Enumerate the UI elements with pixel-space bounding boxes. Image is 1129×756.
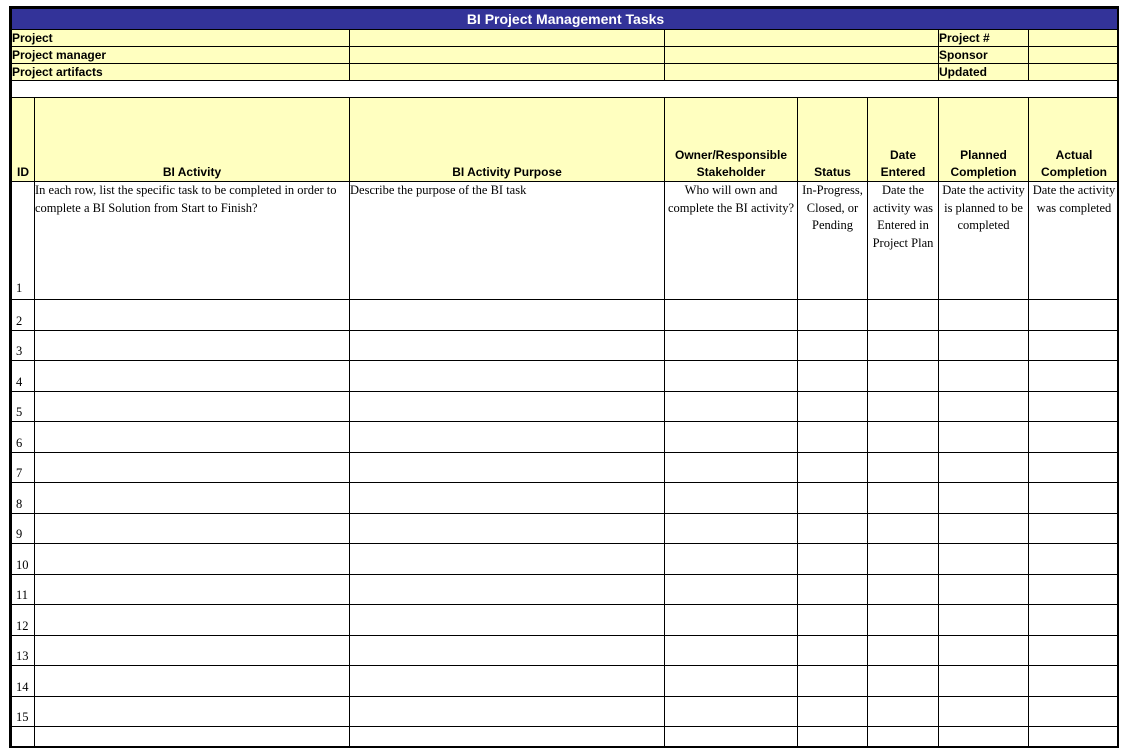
purpose-cell[interactable]: [350, 513, 665, 544]
date-entered-cell[interactable]: [868, 452, 939, 483]
status-cell[interactable]: [798, 666, 868, 697]
table-row: [12, 391, 1120, 422]
project-artifacts-extra-cell[interactable]: [665, 64, 939, 81]
task-rows: [12, 300, 1120, 749]
status-cell[interactable]: [798, 635, 868, 666]
owner-cell[interactable]: [665, 696, 798, 727]
table-row: [12, 422, 1120, 453]
row-id: 5: [12, 391, 35, 422]
status-cell[interactable]: [798, 391, 868, 422]
table-row: [12, 361, 1120, 392]
row-id: 3: [12, 330, 35, 361]
date-entered-cell[interactable]: [868, 544, 939, 575]
owner-cell[interactable]: [665, 666, 798, 697]
activity-cell[interactable]: [35, 483, 350, 514]
purpose-cell[interactable]: [350, 727, 665, 749]
planned-cell[interactable]: [939, 696, 1029, 727]
status-cell[interactable]: [798, 513, 868, 544]
actual-cell[interactable]: [1029, 727, 1120, 749]
project-artifacts-value-cell[interactable]: [350, 64, 665, 81]
date-entered-cell[interactable]: [868, 605, 939, 636]
purpose-cell[interactable]: [350, 696, 665, 727]
spreadsheet: [9, 6, 1119, 748]
date-entered-cell[interactable]: [868, 635, 939, 666]
actual-cell[interactable]: [1029, 422, 1120, 453]
date-entered-cell[interactable]: [868, 513, 939, 544]
sponsor-label: Sponsor: [939, 47, 1029, 64]
header-id: ID: [12, 98, 35, 182]
activity-cell[interactable]: [35, 391, 350, 422]
status-cell[interactable]: [798, 605, 868, 636]
status-cell[interactable]: [798, 574, 868, 605]
actual-cell[interactable]: [1029, 330, 1120, 361]
table-row: [12, 635, 1120, 666]
header-purpose: BI Activity Purpose: [350, 98, 665, 182]
planned-cell[interactable]: [939, 513, 1029, 544]
status-cell[interactable]: [798, 422, 868, 453]
date-entered-cell[interactable]: [868, 391, 939, 422]
tasks-table: [11, 8, 1119, 748]
date-entered-cell[interactable]: [868, 422, 939, 453]
table-row: [12, 452, 1120, 483]
header-owner: Owner/Responsible Stakeholder: [665, 98, 798, 182]
owner-cell[interactable]: [665, 452, 798, 483]
purpose-cell[interactable]: [350, 330, 665, 361]
sponsor-value-cell[interactable]: [1029, 47, 1120, 64]
row-id: 8: [12, 483, 35, 514]
instruction-row: [12, 182, 1120, 300]
row-id: [12, 727, 35, 749]
actual-cell[interactable]: [1029, 666, 1120, 697]
status-cell[interactable]: [798, 330, 868, 361]
owner-cell[interactable]: [665, 483, 798, 514]
actual-instruction[interactable]: Date the activity was completed: [1029, 182, 1120, 300]
planned-cell[interactable]: [939, 361, 1029, 392]
date-entered-cell[interactable]: [868, 574, 939, 605]
owner-cell[interactable]: [665, 422, 798, 453]
purpose-cell[interactable]: [350, 422, 665, 453]
planned-cell[interactable]: [939, 452, 1029, 483]
purpose-cell[interactable]: [350, 666, 665, 697]
updated-value-cell[interactable]: [1029, 64, 1120, 81]
actual-cell[interactable]: [1029, 635, 1120, 666]
activity-cell[interactable]: [35, 574, 350, 605]
owner-cell[interactable]: [665, 300, 798, 331]
purpose-instruction[interactable]: Describe the purpose of the BI task: [350, 182, 665, 300]
table-row: [12, 483, 1120, 514]
activity-cell[interactable]: [35, 605, 350, 636]
status-cell[interactable]: [798, 483, 868, 514]
row-id: 7: [12, 452, 35, 483]
status-cell[interactable]: [798, 361, 868, 392]
planned-cell[interactable]: [939, 666, 1029, 697]
activity-cell[interactable]: [35, 666, 350, 697]
project-manager-extra-cell[interactable]: [665, 47, 939, 64]
status-cell[interactable]: [798, 300, 868, 331]
planned-cell[interactable]: [939, 422, 1029, 453]
project-manager-label: Project manager: [12, 47, 350, 64]
project-number-label: Project #: [939, 30, 1029, 47]
date-entered-cell[interactable]: [868, 361, 939, 392]
owner-cell[interactable]: [665, 727, 798, 749]
owner-cell[interactable]: [665, 605, 798, 636]
row-id: 11: [12, 574, 35, 605]
actual-cell[interactable]: [1029, 574, 1120, 605]
activity-instruction[interactable]: In each row, list the specific task to be completed in order to complete a BI Solution from Start to Finish?: [35, 182, 350, 300]
activity-cell[interactable]: [35, 330, 350, 361]
purpose-cell[interactable]: [350, 605, 665, 636]
sheet-title: BI Project Management Tasks: [12, 9, 1120, 30]
table-row: [12, 727, 1120, 749]
actual-cell[interactable]: [1029, 483, 1120, 514]
status-instruction[interactable]: In-Progress, Closed, or Pending: [798, 182, 868, 300]
updated-label: Updated: [939, 64, 1029, 81]
purpose-cell[interactable]: [350, 452, 665, 483]
planned-cell[interactable]: [939, 391, 1029, 422]
row-id: 14: [12, 666, 35, 697]
activity-cell[interactable]: [35, 422, 350, 453]
planned-cell[interactable]: [939, 635, 1029, 666]
project-manager-value-cell[interactable]: [350, 47, 665, 64]
actual-cell[interactable]: [1029, 300, 1120, 331]
table-row: [12, 574, 1120, 605]
row-id: 13: [12, 635, 35, 666]
status-cell[interactable]: [798, 452, 868, 483]
date-entered-cell[interactable]: [868, 727, 939, 749]
actual-cell[interactable]: [1029, 452, 1120, 483]
spacer-row: [12, 81, 1120, 98]
purpose-cell[interactable]: [350, 544, 665, 575]
activity-cell[interactable]: [35, 513, 350, 544]
status-cell[interactable]: [798, 544, 868, 575]
activity-cell[interactable]: [35, 300, 350, 331]
planned-cell[interactable]: [939, 544, 1029, 575]
planned-cell[interactable]: [939, 574, 1029, 605]
date-entered-cell[interactable]: [868, 483, 939, 514]
planned-cell[interactable]: [939, 727, 1029, 749]
date-entered-cell[interactable]: [868, 330, 939, 361]
row-id: 2: [12, 300, 35, 331]
row-id: 4: [12, 361, 35, 392]
owner-instruction[interactable]: Who will own and complete the BI activity?: [665, 182, 798, 300]
header-planned-completion: Planned Completion: [939, 98, 1029, 182]
row-id: 10: [12, 544, 35, 575]
header-activity: BI Activity: [35, 98, 350, 182]
purpose-cell[interactable]: [350, 574, 665, 605]
project-label: Project: [12, 30, 350, 47]
activity-cell[interactable]: [35, 361, 350, 392]
actual-cell[interactable]: [1029, 391, 1120, 422]
table-row: [12, 330, 1120, 361]
header-status: Status: [798, 98, 868, 182]
activity-cell[interactable]: [35, 727, 350, 749]
purpose-cell[interactable]: [350, 300, 665, 331]
row-id: 15: [12, 696, 35, 727]
owner-cell[interactable]: [665, 513, 798, 544]
table-row: [12, 513, 1120, 544]
planned-cell[interactable]: [939, 300, 1029, 331]
activity-cell[interactable]: [35, 696, 350, 727]
row-id: 9: [12, 513, 35, 544]
owner-cell[interactable]: [665, 544, 798, 575]
owner-cell[interactable]: [665, 574, 798, 605]
date-entered-cell[interactable]: [868, 696, 939, 727]
actual-cell[interactable]: [1029, 513, 1120, 544]
actual-cell[interactable]: [1029, 696, 1120, 727]
header-date-entered: Date Entered: [868, 98, 939, 182]
purpose-cell[interactable]: [350, 361, 665, 392]
row-id: 6: [12, 422, 35, 453]
row-id: 1: [12, 182, 35, 300]
owner-cell[interactable]: [665, 330, 798, 361]
activity-cell[interactable]: [35, 635, 350, 666]
date-entered-cell[interactable]: [868, 666, 939, 697]
status-cell[interactable]: [798, 727, 868, 749]
planned-cell[interactable]: [939, 330, 1029, 361]
date-entered-instruction[interactable]: Date the activity was Entered in Project Plan: [868, 182, 939, 300]
actual-cell[interactable]: [1029, 605, 1120, 636]
owner-cell[interactable]: [665, 361, 798, 392]
planned-instruction[interactable]: Date the activity is planned to be completed: [939, 182, 1029, 300]
date-entered-cell[interactable]: [868, 300, 939, 331]
purpose-cell[interactable]: [350, 483, 665, 514]
header-actual-completion: Actual Completion: [1029, 98, 1120, 182]
table-row: [12, 544, 1120, 575]
project-value-cell[interactable]: [350, 30, 665, 47]
project-artifacts-label: Project artifacts: [12, 64, 350, 81]
status-cell[interactable]: [798, 696, 868, 727]
row-id: 12: [12, 605, 35, 636]
actual-cell[interactable]: [1029, 361, 1120, 392]
activity-cell[interactable]: [35, 452, 350, 483]
project-extra-cell[interactable]: [665, 30, 939, 47]
purpose-cell[interactable]: [350, 635, 665, 666]
table-row: [12, 696, 1120, 727]
planned-cell[interactable]: [939, 483, 1029, 514]
table-row: [12, 300, 1120, 331]
owner-cell[interactable]: [665, 391, 798, 422]
purpose-cell[interactable]: [350, 391, 665, 422]
table-row: [12, 605, 1120, 636]
actual-cell[interactable]: [1029, 544, 1120, 575]
owner-cell[interactable]: [665, 635, 798, 666]
activity-cell[interactable]: [35, 544, 350, 575]
planned-cell[interactable]: [939, 605, 1029, 636]
table-row: [12, 666, 1120, 697]
project-number-value-cell[interactable]: [1029, 30, 1120, 47]
